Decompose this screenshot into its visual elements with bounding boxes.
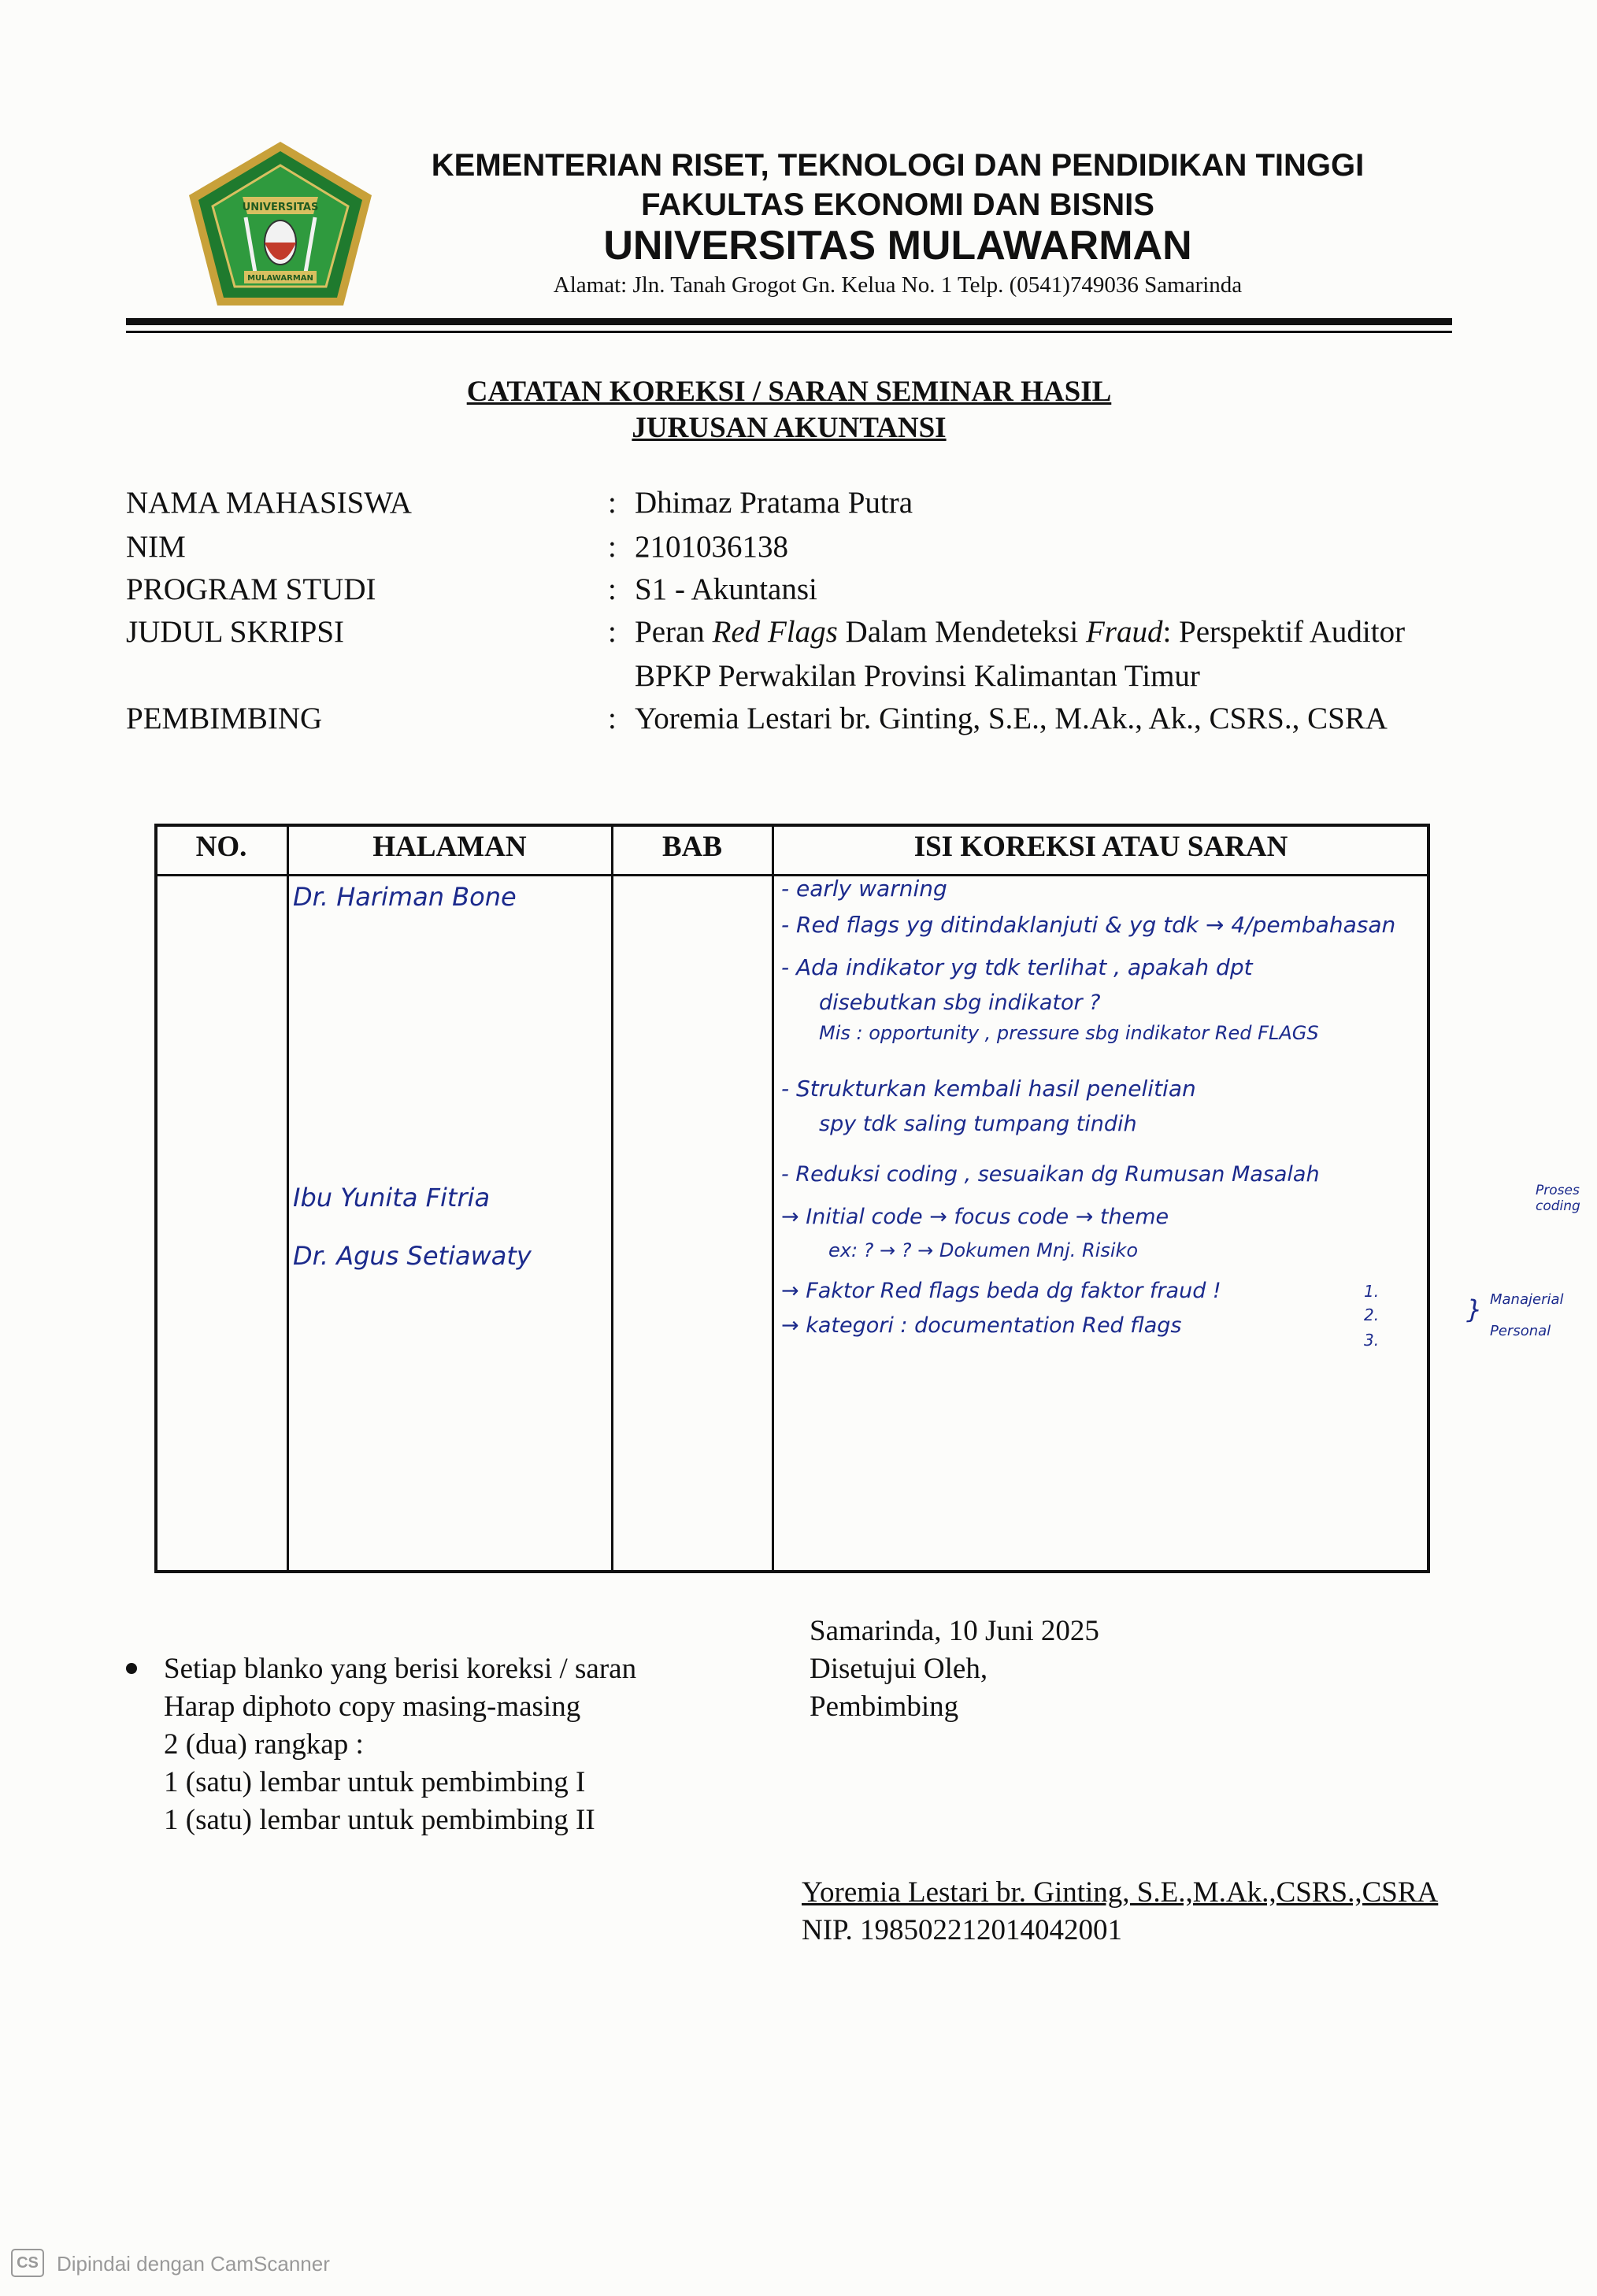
header-no: NO.: [195, 831, 247, 863]
header-bab: BAB: [661, 831, 723, 863]
advisor-role: Pembimbing: [810, 1691, 959, 1723]
nama-value: Dhimaz Pratama Putra: [635, 486, 913, 520]
header-rule-thin: [126, 331, 1452, 333]
prodi-value: S1 - Akuntansi: [635, 572, 817, 606]
header-rule-thick: [126, 318, 1452, 325]
handwritten-note: - Ada indikator yg tdk terlihat , apakah dpt: [781, 954, 1253, 980]
camscanner-watermark: Dipindai dengan CamScanner: [57, 2252, 330, 2276]
handwritten-side-note: Manajerial: [1490, 1291, 1564, 1308]
faculty-name: FAKULTAS EKONOMI DAN BISNIS: [641, 187, 1154, 222]
handwritten-note: - Red flags yg ditindaklanjuti & yg tdk → 4/pembahasan: [781, 912, 1396, 938]
judul-value-line2: BPKP Perwakilan Provinsi Kalimantan Timur: [635, 659, 1200, 693]
note-line-4: 1 (satu) lembar untuk pembimbing I: [164, 1766, 586, 1798]
judul-value: Peran Red Flags Dalam Mendeteksi Fraud: Perspektif Auditor: [635, 615, 1406, 649]
handwritten-note: ex: ? → ? → Dokumen Mnj. Risiko: [828, 1239, 1139, 1261]
address: Alamat: Jln. Tanah Grogot Gn. Kelua No. 1 Telp. (0541)749036 Samarinda: [553, 272, 1243, 298]
advisor-nip: NIP. 198502212014042001: [802, 1914, 1123, 1946]
table-column-divider: [287, 824, 289, 1573]
colon: :: [608, 486, 617, 520]
university-name: UNIVERSITAS MULAWARMAN: [603, 223, 1192, 268]
ministry-name: KEMENTERIAN RISET, TEKNOLOGI DAN PENDIDIKAN TINGGI: [431, 148, 1365, 183]
handwritten-note: → Faktor Red flags beda dg faktor fraud !: [781, 1279, 1221, 1303]
handwritten-note: - early warning: [781, 876, 947, 902]
colon: :: [608, 572, 617, 606]
handwritten-note: → Initial code → focus code → theme: [781, 1205, 1169, 1229]
colon: :: [608, 615, 617, 649]
handwritten-note: - Reduksi coding , sesuaikan dg Rumusan Masalah: [781, 1162, 1320, 1187]
logo-text-top: UNIVERSITAS: [242, 202, 319, 213]
header-halaman: HALAMAN: [372, 831, 527, 863]
header-isi-koreksi: ISI KOREKSI ATAU SARAN: [913, 831, 1288, 863]
camscanner-logo: CS: [11, 2249, 44, 2277]
handwritten-note: 1.: [1364, 1282, 1380, 1301]
prodi-label: PROGRAM STUDI: [126, 572, 376, 606]
handwritten-examiner-3: Dr. Agus Setiawaty: [293, 1241, 532, 1271]
handwritten-examiner-2: Ibu Yunita Fitria: [293, 1183, 491, 1213]
handwritten-note: → kategori : documentation Red flags: [781, 1313, 1182, 1338]
colon: :: [608, 530, 617, 564]
judul-label: JUDUL SKRIPSI: [126, 615, 345, 649]
pembimbing-value: Yoremia Lestari br. Ginting, S.E., M.Ak., Ak., CSRS., CSRA: [635, 702, 1388, 735]
note-line-5: 1 (satu) lembar untuk pembimbing II: [164, 1804, 595, 1836]
nim-value: 2101036138: [635, 530, 788, 564]
handwritten-note: 3.: [1364, 1331, 1380, 1350]
document-title: CATATAN KOREKSI / SARAN SEMINAR HASIL: [466, 376, 1112, 408]
colon: :: [608, 702, 617, 735]
handwritten-side-note: Personal: [1490, 1323, 1551, 1339]
handwritten-note: spy tdk saling tumpang tindih: [819, 1112, 1137, 1136]
place-date: Samarinda, 10 Juni 2025: [810, 1615, 1099, 1647]
handwritten-side-note: Proses coding: [1536, 1183, 1580, 1214]
document-subtitle: JURUSAN AKUNTANSI: [632, 412, 947, 444]
logo-text-bottom: MULAWARMAN: [247, 274, 313, 283]
handwritten-note: Mis : opportunity , pressure sbg indikator Red FLAGS: [819, 1022, 1319, 1044]
handwritten-note: - Strukturkan kembali hasil penelitian: [781, 1076, 1196, 1102]
nama-label: NAMA MAHASISWA: [126, 486, 412, 520]
handwritten-note: 2.: [1364, 1305, 1380, 1324]
advisor-name: Yoremia Lestari br. Ginting, S.E.,M.Ak.,CSRS.,CSRA: [802, 1876, 1439, 1909]
note-line-2: Harap diphoto copy masing-masing: [164, 1691, 581, 1723]
note-line-3: 2 (dua) rangkap :: [164, 1728, 364, 1761]
table-column-divider: [772, 824, 774, 1573]
pembimbing-label: PEMBIMBING: [126, 702, 323, 735]
approved-by-label: Disetujui Oleh,: [810, 1653, 988, 1685]
handwritten-note: disebutkan sbg indikator ?: [819, 991, 1101, 1015]
nim-label: NIM: [126, 530, 186, 564]
table-column-divider: [611, 824, 613, 1573]
brace-glyph: }: [1466, 1294, 1483, 1324]
bullet-icon: [126, 1663, 137, 1674]
handwritten-examiner-1: Dr. Hariman Bone: [293, 882, 517, 912]
note-line-1: Setiap blanko yang berisi koreksi / saran: [164, 1653, 637, 1685]
